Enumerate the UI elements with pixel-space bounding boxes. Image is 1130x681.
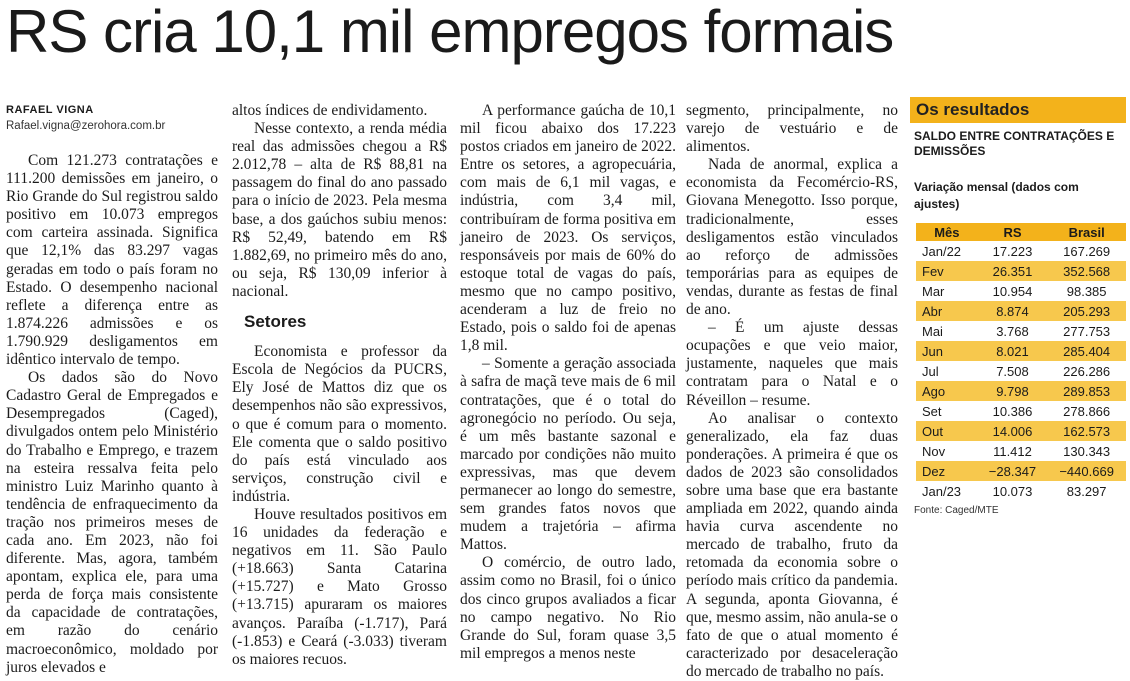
column-3: [460, 102, 676, 663]
cell-brasil: 277.753: [1063, 323, 1111, 339]
results-sidebar: [910, 97, 1126, 516]
table-row: [916, 361, 1126, 381]
cell-brasil: −440.669: [1047, 461, 1126, 481]
cell-brasil: 167.269: [1063, 243, 1111, 259]
paragraph: Ao analisar o contexto generalizado, ela faz duas ponderações. A primeira é que os dados de 2023 são consolidados sobre uma base que era bastante ampliada em 2022, quando ainda havia curva ascendente no mercado de trabalho, fruto da retomada da economia sobre o período mais crítico da pandemia. A segunda, aponta Giovanna, é que, mesmo assim, não anula-se o fato de que o atual momento é caracterizado por desaceleração do mercado de trabalho no país.: [686, 409, 898, 680]
sidebar-subtitle: SALDO ENTRE CONTRATAÇÕES E DEMISSÕES: [914, 129, 1115, 158]
cell-rs: 26.351: [978, 261, 1048, 281]
author-name: RAFAEL VIGNA: [6, 104, 94, 116]
cell-month: Jan/23: [922, 483, 962, 499]
cell-month: Jan/22: [922, 243, 962, 259]
header-brasil: Brasil: [1047, 223, 1126, 241]
table-row: [916, 421, 1126, 441]
cell-rs: 14.006: [978, 421, 1048, 441]
header-mes: Mês: [916, 223, 978, 241]
cell-brasil: 98.385: [1066, 283, 1107, 299]
sidebar-variation-label: Variação mensal (dados com ajustes): [914, 180, 1079, 211]
cell-brasil: 226.286: [1063, 363, 1111, 379]
table-row: [916, 261, 1126, 281]
paragraph: segmento, principalmente, no varejo de vestuário e de alimentos.: [686, 102, 898, 156]
cell-month: Dez: [916, 461, 978, 481]
cell-rs: 10.386: [992, 403, 1033, 419]
cell-rs: 8.874: [978, 301, 1048, 321]
cell-month: Mai: [922, 323, 943, 339]
table-header-row: [916, 223, 1126, 241]
table-row: [916, 461, 1126, 481]
cell-rs: 10.073: [992, 483, 1033, 499]
cell-month: Fev: [916, 261, 978, 281]
column-2: [232, 102, 447, 669]
cell-brasil: 205.293: [1047, 301, 1126, 321]
table-row: [916, 241, 1126, 261]
cell-brasil: 162.573: [1047, 421, 1126, 441]
table-row: [916, 301, 1126, 321]
paragraph: Houve resultados positivos em 16 unidades da federação e negativos em 11. São Paulo (+18.663) Santa Catarina (+15.727) e Mato Grosso (+13.715) apuraram os maiores avanços. Paraíba (-1.717), Pará (-1.853) e Ceará (-3.033) tiveram os maiores recuos.: [232, 505, 447, 668]
cell-brasil: 352.568: [1047, 261, 1126, 281]
table-row: [916, 281, 1126, 301]
table-row: [916, 401, 1126, 421]
paragraph: Nada de anormal, explica a economista da Fecomércio-RS, Giovana Menegotto. Isso porque, tradicionalmente, esses desligamentos estão vinculados ao reforço de admissões temporárias para as equipes de vendas, durante as festas de final de ano.: [686, 156, 898, 319]
subheading-setores: Setores: [244, 312, 307, 332]
cell-rs: 17.223: [992, 243, 1033, 259]
source-note: Fonte: Caged/MTE: [914, 505, 999, 516]
paragraph: Nesse contexto, a renda média real das admissões chegou a R$ 2.012,78 – alta de R$ 88,81 na passagem do final do ano passado para o início de 2023. Pela mesma base, a dos gaúchos subiu menos: R$ 52,49, batendo em R$ 1.882,69, no primeiro mês do ano, ou seja, R$ 130,09 inferior à nacional.: [232, 120, 447, 300]
paragraph: Os dados são do Novo Cadastro Geral de Empregados e Desempregados (Caged), divulgados ontem pelo Ministério do Trabalho e Emprego, e trazem na esteira ressalva feita pelo ministro Luiz Marinho quanto à tendência de enfraquecimento da tração nos primeiros meses de cada ano. Em 2023, não foi diferente. Mas, agora, também apontam, explica ele, para uma perda de força mais consistente da capacidade de contratações, em razão do cenário macroeconômico, moldado por juros elevados e: [6, 369, 218, 676]
cell-month: Abr: [916, 301, 978, 321]
cell-brasil: 278.866: [1063, 403, 1111, 419]
cell-brasil: 289.853: [1047, 381, 1126, 401]
headline: RS cria 10,1 mil empregos formais: [6, 0, 894, 65]
author-email[interactable]: Rafael.vigna@zerohora.com.br: [6, 120, 166, 132]
table-row: [916, 481, 1126, 501]
cell-rs: 11.412: [993, 443, 1032, 459]
cell-rs: 7.508: [996, 363, 1029, 379]
results-table: [916, 223, 1126, 501]
paragraph: – Somente a geração associada à safra de maçã teve mais de 6 mil contratações, que é o total do agronegócio no período. Ou seja, é um mês bastante sazonal e marcado por condições não muito expressivas, mas que devem permanecer ao longo do semestre, sem grandes fatos novos que mudem a trajetória – afirma Mattos.: [460, 355, 676, 554]
cell-month: Out: [916, 421, 978, 441]
paragraph: Economista e professor da Escola de Negócios da PUCRS, Ely José de Mattos diz que os desempenhos não são expressivos, o que é comum para o momento. Ele comenta que o saldo positivo do país está vinculado aos serviços, construção civil e indústria.: [232, 343, 447, 505]
paragraph: altos índices de endividamento.: [232, 102, 428, 119]
cell-month: Jul: [922, 363, 939, 379]
header-rs: RS: [978, 223, 1048, 241]
cell-month: Ago: [916, 381, 978, 401]
cell-rs: 8.021: [978, 341, 1048, 361]
table-row: [916, 321, 1126, 341]
paragraph: Com 121.273 contratações e 111.200 demissões em janeiro, o Rio Grande do Sul registrou saldo positivo em 10.073 empregos com carteira assinada. Significa que 12,1% das 83.297 vagas geradas em todo o país foram no Estado. O desempenho nacional reflete a diferença entre as 1.874.226 admissões e os 1.790.929 desligamentos em idêntico intervalo de tempo.: [6, 152, 218, 369]
cell-rs: 10.954: [992, 283, 1033, 299]
paragraph: – É um ajuste dessas ocupações e que veio maior, justamente, naqueles que mais contratam para o Natal e o Réveillon – resume.: [686, 319, 898, 409]
paragraph: A performance gaúcha de 10,1 mil ficou abaixo dos 17.223 postos criados em janeiro de 2022. Entre os setores, a agropecuária, com mais de 6,1 mil vagas, e indústria, com 3,4 mil, contribuíram de forma positiva em janeiro de 2023. Os serviços, responsáveis por mais de 60% do estoque total de vagas do país, mesmo que no campo positivo, acenderam a luz de freio no Estado, pois o saldo foi de apenas 1,8 mil.: [460, 102, 676, 355]
cell-brasil: 285.404: [1047, 341, 1126, 361]
cell-rs: 3.768: [996, 323, 1029, 339]
cell-month: Jun: [916, 341, 978, 361]
column-1: [6, 152, 218, 677]
column-4: [686, 102, 898, 681]
cell-month: Set: [922, 403, 942, 419]
cell-brasil: 83.297: [1066, 483, 1107, 499]
cell-rs: 9.798: [978, 381, 1048, 401]
cell-month: Mar: [922, 283, 945, 299]
cell-month: Nov: [922, 443, 946, 459]
paragraph: O comércio, de outro lado, assim como no Brasil, foi o único dos cinco grupos avaliados a ficar no campo negativo. No Rio Grande do Sul, foram quase 3,5 mil empregos a menos neste: [460, 554, 676, 662]
cell-brasil: 130.343: [1063, 443, 1111, 459]
sidebar-title: Os resultados: [910, 97, 1126, 123]
table-row: [916, 441, 1126, 461]
table-row: [916, 381, 1126, 401]
cell-rs: −28.347: [978, 461, 1048, 481]
table-row: [916, 341, 1126, 361]
